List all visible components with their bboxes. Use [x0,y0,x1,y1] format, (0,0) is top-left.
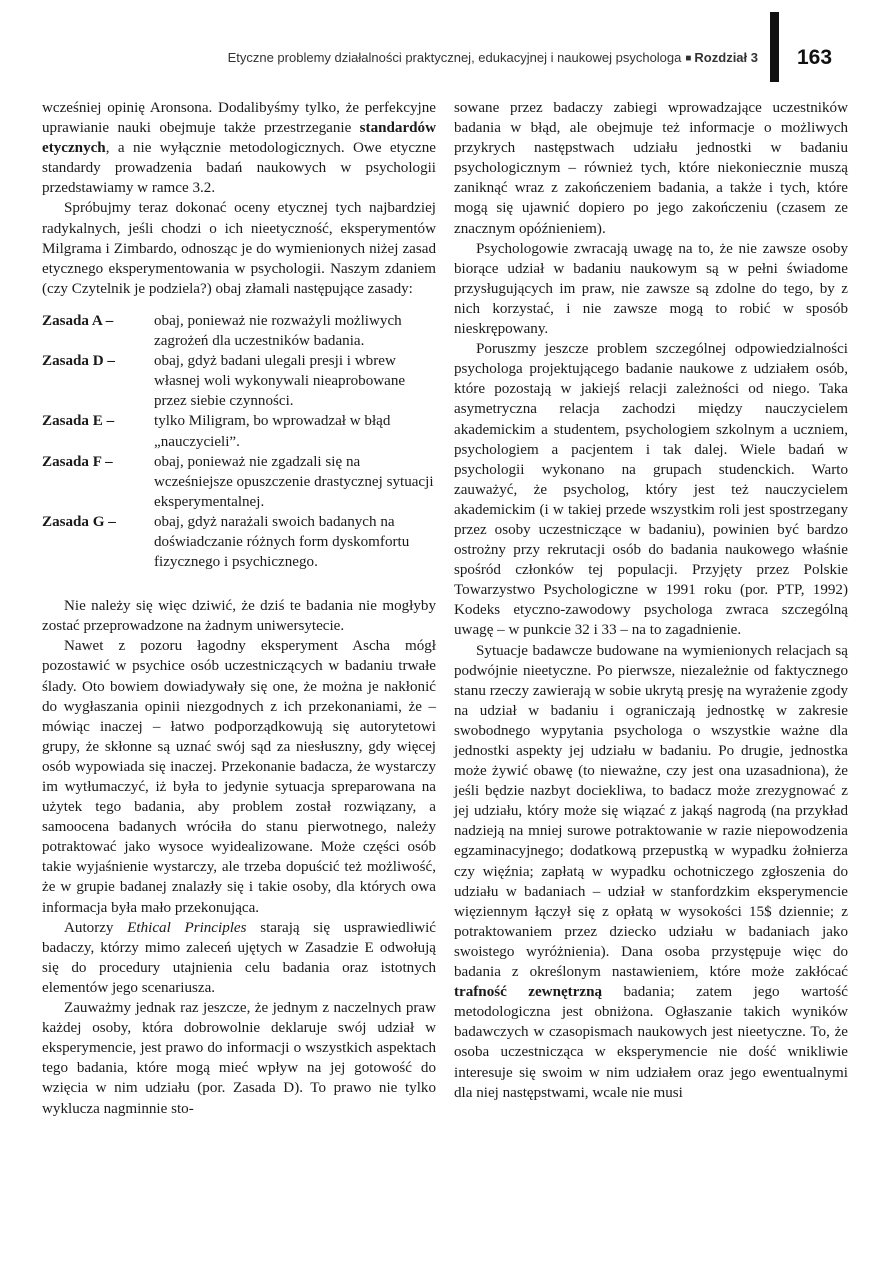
running-title: Etyczne problemy działalności praktycznej, edukacyjnej i naukowej psychologa [227,50,682,65]
rule-text: obaj, ponieważ nie zgadzali się na wcześniejsze opuszczenie drastycznej sytuacji eksperymentalnej. [154,453,434,510]
rule-item [42,452,436,512]
paragraph: Nawet z pozoru łagodny eksperyment Ascha mógł pozostawić w psychice osób uczestniczących w badaniu trwałe ślady. Oto bowiem dowiadywały się one, że można je nakłonić do wygłaszania opinii niezgodnych z ich przekonaniami, że – mówiąc inaczej – łatwo podporządkowują się autorytetowi grupy, że skłonne są uznać swój sąd za niesłuszny, gdy więcej osób wypowiada się inaczej. Przekonanie badacza, że wystarczy im wytłumaczyć, iż była to jedynie sytuacja spreparowana na użytek tego badania, aby problem został rozwiązany, a samoocena badanych wróciła do stanu pierwotnego, należy potraktować jako wysoce wyidealizowane. Może części osób takie wyjaśnienie wystarczy, ale trzeba dopuścić też możliwość, że w grupie badanej znalazły się i takie osoby, dla których owa informacja była mało przekonująca. [42,638,436,916]
bold-term: trafność zewnętrzną [454,984,603,1001]
page-number: 163 [797,46,833,69]
paragraph [42,98,436,198]
text-run: Sytuacje badawcze budowane na wymienionych relacjach są podwójnie nieetyczne. Po pierwsze, niezależnie od faktycznego stanu rzeczy zawierają w sobie ukrytą presję na wyrażenie zgody na udział w badaniu i ograniczają jednostkę w zakresie swobodnego wypytania psychologa o wszystkie ważne dla jednostki aspekty jej udziału w badaniu. Po drugie, jednostka może żywić obawę (to nieważne, czy jest ona uzasadniona), że jeśli będzie nazbyt dociekliwa, to badacz może zrezygnować z jej udziału, który może się wiązać z jakąś nagrodą (na przykład nadzieją na mniej surowe potraktowanie w razie niepowodzenia egzaminacyjnego; dodatkową przepustką w wypadku żołnierza czy więźnia; zapłatą w wypadku ochotniczego zgłoszenia do udziału w badaniach – udział w stanfordzkim eksperymencie więziennym łączył się z opłatą w wysokości 15$ dziennie; z potraktowaniem przez dziecko udziału w badaniach jako swoistego wyróżnienia). Dana osoba przystępuje więc do badania z określonym nastawieniem, które może zakłócać [454,642,848,981]
square-bullet-icon: ■ [685,53,692,64]
chapter-label: Rozdział 3 [694,50,758,65]
text-run: Autorzy [64,919,128,936]
paragraph: Psychologowie zwracają uwagę na to, że nie zawsze osoby biorące udział w badaniu naukowym są w pełni świadome przysługujących im praw, nie zawsze są zdolne do tego, by z nich korzystać, i nie zawsze mogą to robić w sposób nieskrępowany. [454,240,848,338]
paragraph: sowane przez badaczy zabiegi wprowadzające uczestników badania w błąd, ale obejmuje też informacje o możliwych przykrych następstwach udziału jednostki w badaniu psychologicznym – również tych, które niekoniecznie muszą zaniknąć wraz z zakończeniem badania, a także i tych, które mogą się ujawnić dopiero po jego zakończeniu (czasem ze znacznym opóźnieniem). [454,100,848,237]
rule-item [42,411,436,451]
paragraph: Zauważmy jednak raz jeszcze, że jednym z naczelnych praw każdej osoby, która dobrowolnie deklaruje swój udział w eksperymencie, jest prawo do informacji o wszystkich aspektach tego badania, które mogą mieć wpływ na jej gotowość do wzięcia w nim udziału (por. Zasada D). To prawo nie tylko wyklucza nagminnie sto- [42,1000,436,1117]
paragraph [42,918,436,998]
text-run: , a nie wyłącznie metodologicznych. Owe etyczne standardy prowadzenia badań naukowych w psychologii przedstawiamy w ramce 3.2. [42,140,436,197]
rule-text: obaj, ponieważ nie rozważyli możliwych zagrożeń dla uczestników badania. [154,312,402,350]
rule-text: tylko Miligram, bo wprowadzał w błąd „nauczycieli”. [154,413,391,450]
rule-item [42,311,436,351]
paragraph: Poruszmy jeszcze problem szczególnej odpowiedzialności psychologa projektującego badanie naukowe z udziałem osób, które pozostają w jakiejś relacji zależności od niego. Taka asymetryczna relacja zachodzi między nauczycielem akademickim a studentem, psychologiem szkolnym a uczniem, psychologiem a pacjentem i tak dalej. Wiele badań w psychologii wykonano na grupach studenckich. Warto zauważyć, że psycholog, który jest też nauczycielem akademickim (i w takiej przede wszystkim roli jest spostrzegany przez osoby uczestniczące w badaniu), powinien być bardzo ostrożny przy rekrutacji osób do badania naukowego właśnie spośród członków tej populacji. Przyjęty przez Polskie Towarzystwo Psychologiczne w 1991 roku (por. PTP, 1992) Kodeks etyczno-zawodowy psychologa zwraca szczególną uwagę – w punkcie 32 i 33 – na to zagadnienie. [454,341,848,639]
rule-text: obaj, gdyż badani ulegali presji i wbrew własnej woli wykonywali nieaprobowane przez siebie czynności. [154,353,406,410]
text-run: badania; zatem jego wartość metodologiczna jest obniżona. Ogłaszanie takich wyników badawczych w czasopismach naukowych jest nieetyczne. To, że osoba uczestnicząca w eksperymencie nie dość wnikliwie interesuje się swoim w nim udziałem oraz jego ewentualnymi dla niej następstwami, wcale nie musi [454,984,848,1101]
paragraph: Spróbujmy teraz dokonać oceny etycznej tych najbardziej radykalnych, jeśli chodzi o ich nieetyczność, eksperymentów Milgrama i Zimbardo, odnosząc je do wymienionych niżej zasad etycznego eksperymentowania w psychologii. Naszym zdaniem (czy Czytelnik je podziela?) obaj złamali następujące zasady: [42,200,436,297]
paragraph [454,641,848,1103]
paragraph: Nie należy się więc dziwić, że dziś te badania nie mogłyby zostać przeprowadzone na żadnym uniwersytecie. [42,598,436,635]
rule-label: Zasada F – [42,453,113,470]
rule-item [42,351,436,411]
thumb-index-bar [770,12,779,82]
rule-label: Zasada G – [42,513,116,530]
text-run: wcześniej opinię Aronsona. Dodalibyśmy tylko, że perfekcyjne uprawianie nauki obejmuje także przestrzeganie [42,100,436,137]
rules-list [42,311,436,572]
rule-text: obaj, gdyż narażali swoich badanych na doświadczanie różnych form dyskomfortu fizycznego i psychicznego. [154,513,410,571]
rule-label: Zasada D – [42,353,115,370]
text-run: starają się usprawiedliwić badaczy, którzy mimo zaleceń ujętych w Zasadzie E odwołują się do procedury utajnienia celu badania oraz istotnych elementów jego scenariusza. [42,919,436,996]
rule-label: Zasada E – [42,413,115,430]
rule-label: Zasada A – [42,312,114,329]
running-header [0,44,893,74]
bold-term: standardów etycznych [42,120,436,157]
italic-title: Ethical Principles [127,919,247,936]
running-head [228,50,758,65]
left-column [42,98,436,1119]
right-column [454,98,848,1103]
rule-item [42,512,436,572]
